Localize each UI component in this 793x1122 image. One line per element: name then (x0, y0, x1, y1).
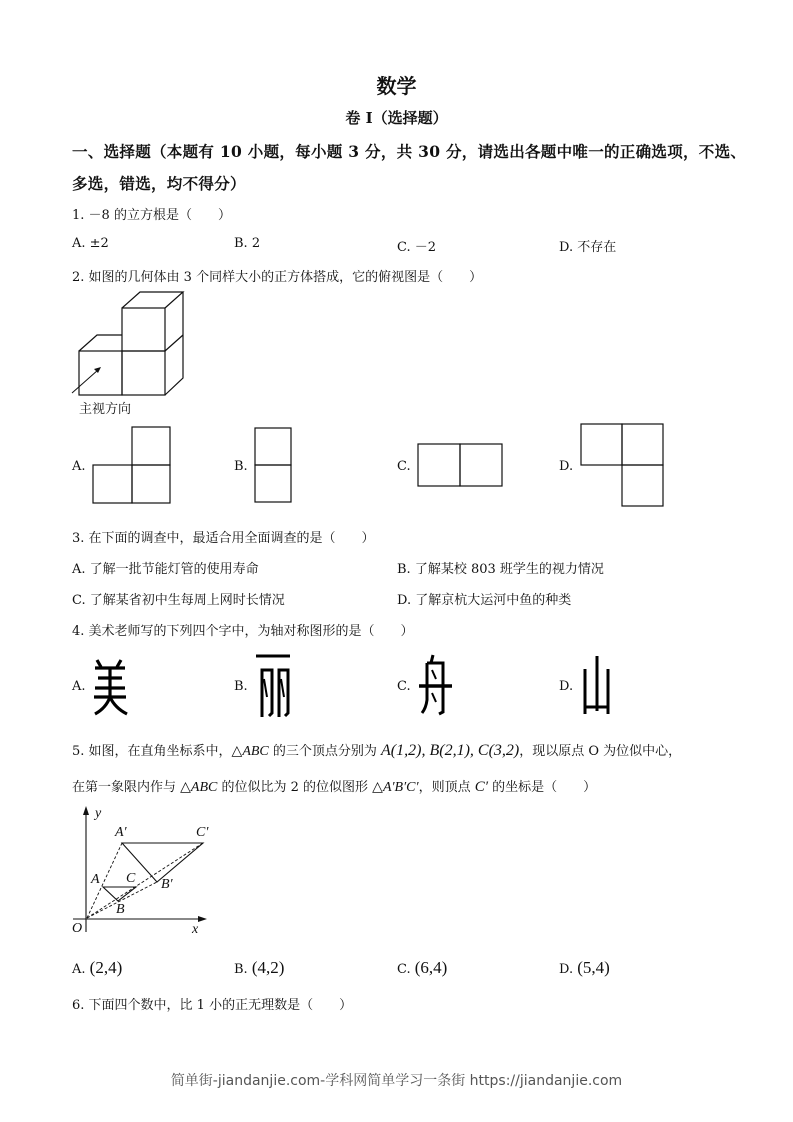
option-value: (5,4) (577, 958, 610, 977)
q5-text: 在第一象限内作与 (72, 780, 181, 795)
option-letter: A. (72, 962, 86, 977)
page-subtitle: 卷 I（选择题） (345, 109, 448, 127)
option-value: (4,2) (251, 958, 285, 977)
q1-option-b: B. 2 (234, 236, 261, 251)
question-2-stem: 2. 如图的几何体由 3 个同样大小的正方体搭成，它的俯视图是（ ） (72, 270, 483, 285)
point-label-c: C (126, 871, 136, 886)
q2-option-b: B. (234, 459, 248, 474)
section-heading-line1: 一、选择题（本题有 10 小题，每小题 3 分，共 30 分，请选出各题中唯一的正确选项，不选、 (72, 142, 747, 161)
point-label-b-prime: B′ (161, 877, 173, 892)
q3-option-b: B. 了解某校 803 班学生的视力情况 (397, 562, 604, 577)
q5-option-c (397, 958, 447, 978)
q5-text: ，则顶点 (418, 780, 475, 795)
q3-option-c: C. 了解某省初中生每周上网时长情况 (72, 593, 285, 608)
q1-option-d: D. 不存在 (559, 240, 617, 255)
triangle-abc: △ABC (231, 744, 269, 759)
vertex-c-prime: C′ (474, 779, 489, 795)
option-letter: B. (234, 962, 248, 977)
option-value: (6,4) (414, 958, 448, 977)
point-label-a: A (91, 872, 100, 887)
q1-option-c: C. －2 (397, 240, 437, 255)
question-3-stem: 3. 在下面的调查中，最适合用全面调查的是（ ） (72, 531, 375, 546)
q5-text: ，现以原点 O 为位似中心， (519, 744, 682, 759)
q5-option-b (234, 958, 284, 978)
axis-label-x: x (192, 922, 199, 937)
view-direction-label: 主视方向 (79, 402, 132, 417)
q4-option-a: A. (72, 679, 86, 694)
point-label-a-prime: A′ (115, 825, 127, 840)
q5-option-a (72, 958, 122, 978)
option-letter: C. (397, 962, 411, 977)
q3-option-a: A. 了解一批节能灯管的使用寿命 (72, 562, 259, 577)
origin-label: O (72, 921, 83, 936)
q2-option-a: A. (72, 459, 86, 474)
footer-watermark: 简单街-jiandanjie.com-学科网简单学习一条街 https://jiandanjie.com (170, 1073, 623, 1089)
vertex-coordinates: A(1,2), B(2,1), C(3,2) (381, 742, 520, 759)
q5-option-d (559, 958, 610, 978)
axis-label-y: y (95, 806, 102, 821)
q5-text: 的位似比为 2 的位似图形 (217, 780, 373, 795)
q5-text: 的三个顶点分别为 (268, 744, 382, 759)
question-1-stem: 1. －8 的立方根是（ ） (72, 208, 231, 223)
q4-option-d: D. (559, 679, 574, 694)
triangle-abc: △ABC (180, 780, 218, 795)
q2-option-c: C. (397, 459, 411, 474)
q3-option-d: D. 了解京杭大运河中鱼的种类 (397, 593, 572, 608)
q5-text: 的坐标是（ ） (488, 780, 597, 795)
question-6-stem: 6. 下面四个数中，比 1 小的正无理数是（ ） (72, 998, 353, 1013)
q2-option-d: D. (559, 459, 574, 474)
q4-option-b: B. (234, 679, 248, 694)
q5-text: 5. 如图，在直角坐标系中， (72, 744, 232, 759)
section-heading-line2: 多选，错选，均不得分） (72, 174, 246, 193)
point-label-c-prime: C′ (196, 825, 209, 840)
triangle-a-prime-b-prime-c-prime: △A′B′C′ (372, 780, 419, 795)
option-letter: D. (559, 962, 574, 977)
q4-option-c: C. (397, 679, 411, 694)
page-title: 数学 (376, 74, 417, 98)
point-label-b: B (116, 902, 125, 917)
option-value: (2,4) (89, 958, 123, 977)
q1-option-a: A. ±2 (72, 236, 109, 251)
question-4-stem: 4. 美术老师写的下列四个字中，为轴对称图形的是（ ） (72, 624, 414, 639)
